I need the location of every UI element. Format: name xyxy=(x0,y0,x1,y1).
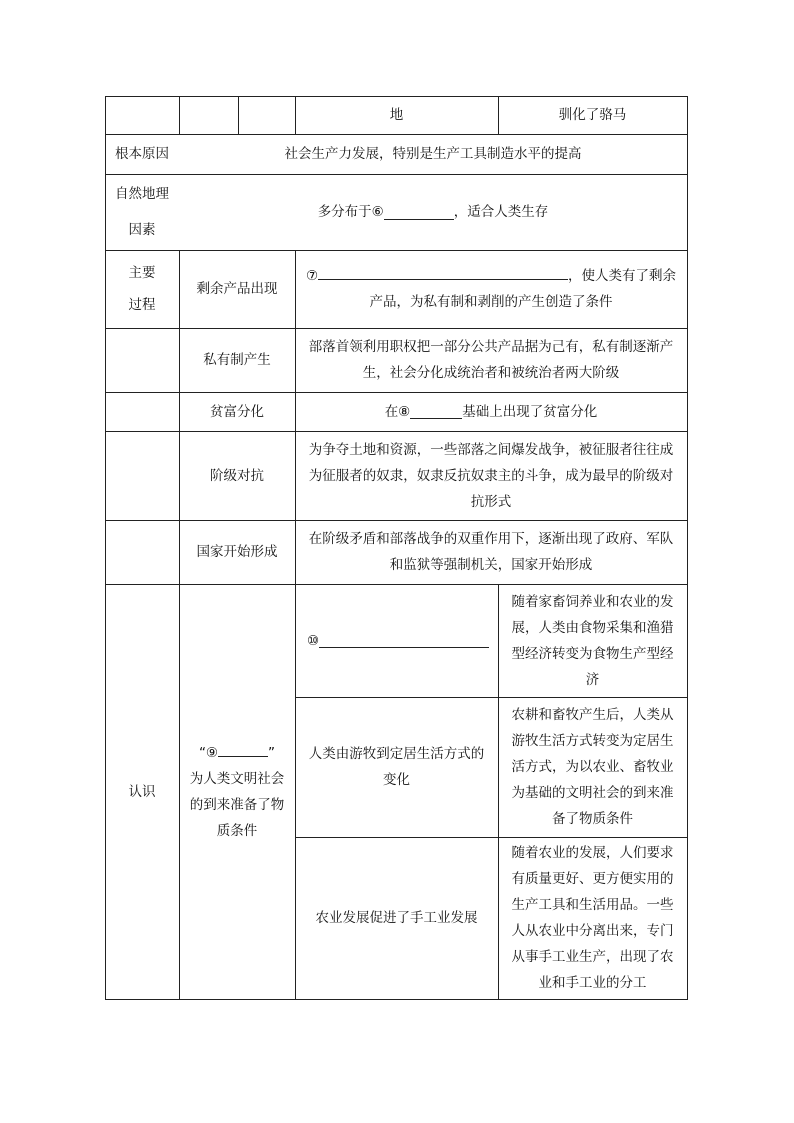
cell-land xyxy=(295,96,498,134)
class-text xyxy=(295,431,687,520)
cell-text: ，适合人类生存 xyxy=(453,204,549,220)
text-line: 活方式，为以农业、畜牧业 xyxy=(511,759,674,775)
cell-text: ⑩ xyxy=(307,632,320,649)
text-line: 的到来准备了物 xyxy=(189,796,285,813)
cell-text: 私有制产生 xyxy=(203,352,271,368)
cell-text: ⑦ xyxy=(305,268,319,284)
table-border xyxy=(179,96,180,135)
cell-text: 过程 xyxy=(128,297,156,313)
text-line xyxy=(199,740,275,766)
label-root-cause xyxy=(105,134,179,174)
text-line: 为人类文明社会 xyxy=(189,770,285,787)
item-class xyxy=(179,431,295,520)
cell-text: 自然地理 xyxy=(115,186,169,202)
text-line: 有质量更好、更方便实用的 xyxy=(511,871,674,887)
cell-text: 阶级对抗 xyxy=(210,467,264,484)
cell-text: 基础上出现了贫富分化 xyxy=(462,403,598,420)
text-line: 为征服者的奴隶，奴隶反抗奴隶主的斗争，成为最早的阶级对 xyxy=(308,467,674,484)
natural-text xyxy=(179,174,687,250)
label-recognition xyxy=(105,584,179,999)
surplus-text xyxy=(295,250,687,328)
item-surplus xyxy=(179,250,295,328)
text-line: 型经济转变为食物生产型经 xyxy=(511,645,674,662)
sub2-desc xyxy=(498,697,687,837)
text-line: 变化 xyxy=(383,772,410,788)
private-text xyxy=(295,328,687,392)
text-line: 部落首领利用职权把一部分公共产品据为己有，私有制逐渐产 xyxy=(308,339,674,355)
text-line: 产品，为私有制和剥削的产生创造了条件 xyxy=(369,294,613,310)
cell-text: ” xyxy=(268,744,276,761)
cell-text: 认识 xyxy=(128,783,156,800)
blank-line[interactable] xyxy=(319,633,489,648)
text-line: 从事手工业生产，出现了农 xyxy=(511,949,674,965)
cell-text: 剩余产品出现 xyxy=(196,281,278,297)
cell-text: 根本原因 xyxy=(115,146,169,162)
text-line: 生，社会分化成统治者和被统治者两大阶级 xyxy=(362,365,620,381)
text-line: 人类由游牧到定居生活方式的 xyxy=(308,746,485,762)
cell-text: 地 xyxy=(389,107,404,123)
cell-text: 驯化了骆马 xyxy=(558,107,627,123)
blank-line[interactable] xyxy=(318,265,568,280)
text-line: 展，人类由食物采集和渔猎 xyxy=(511,619,674,636)
cell-text: “⑨ xyxy=(198,744,219,761)
text-line: 和监狱等强制机关，国家开始形成 xyxy=(389,557,593,573)
text-line: 随着农业的发展，人们要求 xyxy=(511,845,674,861)
text-line: 生产工具和生活用品。一些 xyxy=(511,897,674,913)
sub3-desc xyxy=(498,837,687,999)
text-line: 为基础的文明社会的到来准 xyxy=(511,785,674,801)
sub2-title xyxy=(295,697,498,837)
cell-text: ，使人类有了剩余 xyxy=(568,268,677,284)
sub3-title xyxy=(295,837,498,999)
text-line: 人从农业中分离出来，专门 xyxy=(511,923,674,939)
cell-text: 在⑧ xyxy=(384,403,411,420)
text-line: 业和手工业的分工 xyxy=(538,975,647,991)
item-state xyxy=(179,520,295,584)
cell-domestic xyxy=(498,96,687,134)
state-text xyxy=(295,520,687,584)
root-cause-text xyxy=(179,134,687,174)
item-private xyxy=(179,328,295,392)
item-wealth xyxy=(179,392,295,431)
text-line: 在阶级矛盾和部落战争的双重作用下，逐渐出现了政府、军队 xyxy=(308,531,674,547)
text-line: 济 xyxy=(585,671,600,688)
recognition-middle xyxy=(179,584,295,999)
cell-text: 多分布于⑥ xyxy=(317,204,384,220)
text-line: 农耕和畜牧产生后，人类从 xyxy=(511,707,674,723)
text-line: 抗形式 xyxy=(470,493,512,510)
label-main-process xyxy=(105,250,179,328)
text-line xyxy=(306,263,676,289)
table-border xyxy=(687,96,688,1000)
table-border xyxy=(105,999,688,1000)
cell-text: 农业发展促进了手工业发展 xyxy=(315,910,478,926)
cell-text: 社会生产力发展，特别是生产工具制造水平的提高 xyxy=(284,146,582,162)
wealth-text xyxy=(295,392,687,431)
text-line: 质条件 xyxy=(216,822,258,839)
sub1-title xyxy=(295,584,498,697)
cell-text: 贫富分化 xyxy=(210,403,264,420)
text-line: 随着家畜饲养业和农业的发 xyxy=(511,593,674,610)
text-line: 为争夺土地和资源，一些部落之间爆发战争，被征服者往往成 xyxy=(308,441,674,458)
table-border xyxy=(238,96,239,135)
text-line: 游牧生活方式转变为定居生 xyxy=(511,733,674,749)
blank-line[interactable] xyxy=(410,404,462,419)
blank-line[interactable] xyxy=(384,205,454,220)
cell-text: 主要 xyxy=(128,265,156,281)
blank-line[interactable] xyxy=(218,742,268,757)
text-line: 备了物质条件 xyxy=(552,811,633,827)
sub1-desc xyxy=(498,584,687,697)
cell-text: 因素 xyxy=(128,222,156,238)
label-natural xyxy=(105,174,179,250)
cell-text: 国家开始形成 xyxy=(196,544,278,560)
